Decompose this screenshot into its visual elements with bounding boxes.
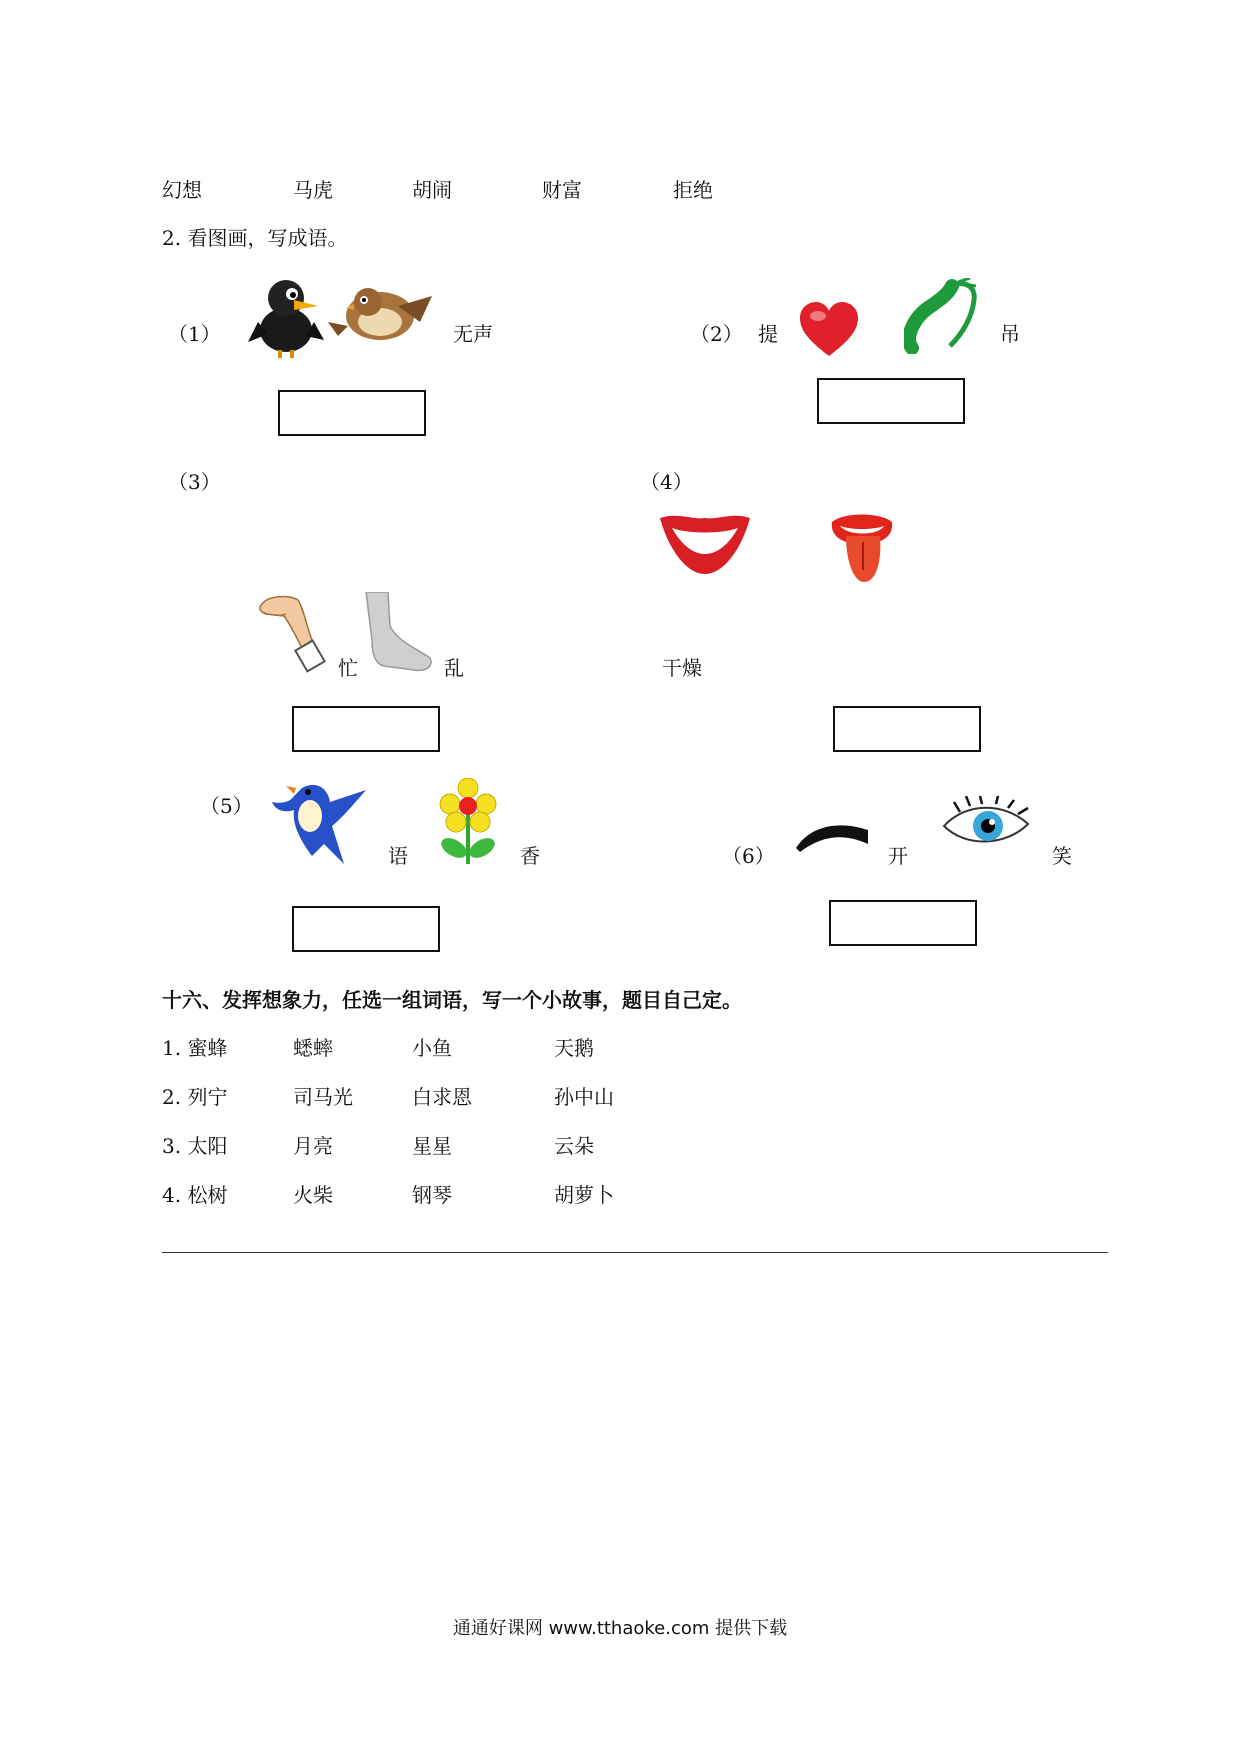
group-word: 孙中山 bbox=[554, 1085, 614, 1109]
answer-box-4[interactable] bbox=[833, 706, 981, 752]
heart-icon bbox=[798, 302, 860, 360]
word-2: 马虎 bbox=[293, 178, 333, 202]
group-word: 胡萝卜 bbox=[554, 1183, 614, 1207]
puzzle-5-number: （5） bbox=[200, 794, 253, 818]
group-word: 小鱼 bbox=[412, 1036, 452, 1060]
swallow-bird-icon bbox=[272, 774, 368, 868]
foot-icon bbox=[358, 592, 434, 672]
word-5: 拒绝 bbox=[673, 178, 713, 202]
answer-box-1[interactable] bbox=[278, 390, 426, 436]
puzzle-2-pre: 提 bbox=[758, 322, 778, 346]
section-2-title: 2. 看图画，写成语。 bbox=[162, 226, 348, 250]
group-word: 白求恩 bbox=[412, 1085, 472, 1109]
group-word: 蟋蟀 bbox=[293, 1036, 333, 1060]
word-1: 幻想 bbox=[162, 178, 202, 202]
group-word: 云朵 bbox=[554, 1134, 594, 1158]
puzzle-1-text: 无声 bbox=[453, 322, 493, 346]
answer-box-2[interactable] bbox=[817, 378, 965, 424]
puzzle-4-text: 干燥 bbox=[662, 656, 702, 680]
crow-icon bbox=[248, 272, 324, 358]
puzzle-2-number: （2） bbox=[690, 322, 743, 346]
puzzle-3-number: （3） bbox=[168, 470, 221, 494]
group-word: 天鹅 bbox=[554, 1036, 594, 1060]
word-4: 财富 bbox=[542, 178, 582, 202]
group-word: 星星 bbox=[412, 1134, 452, 1158]
puzzle-1-number: （1） bbox=[168, 322, 221, 346]
puzzle-4-number: （4） bbox=[640, 470, 693, 494]
section-16-title: 十六、发挥想象力，任选一组词语，写一个小故事，题目自己定。 bbox=[162, 988, 742, 1012]
flower-icon bbox=[436, 778, 500, 866]
hand-icon bbox=[258, 590, 336, 674]
tongue-icon bbox=[828, 510, 896, 584]
group-word: 火柴 bbox=[293, 1183, 333, 1207]
group-word: 1. 蜜蜂 bbox=[162, 1036, 228, 1060]
eyebrow-icon bbox=[794, 818, 870, 854]
puzzle-5-text-2: 香 bbox=[520, 844, 540, 868]
mouth-icon bbox=[658, 512, 752, 580]
answer-box-3[interactable] bbox=[292, 706, 440, 752]
puzzle-2-text: 吊 bbox=[1000, 322, 1020, 346]
answer-box-6[interactable] bbox=[829, 900, 977, 946]
group-word: 钢琴 bbox=[412, 1183, 452, 1207]
group-word: 2. 列宁 bbox=[162, 1085, 228, 1109]
eye-icon bbox=[940, 796, 1032, 852]
puzzle-6-number: （6） bbox=[722, 844, 775, 868]
puzzle-3-text-2: 乱 bbox=[444, 656, 464, 680]
group-word: 4. 松树 bbox=[162, 1183, 228, 1207]
puzzle-3-text-1: 忙 bbox=[338, 656, 358, 680]
group-word: 司马光 bbox=[293, 1085, 353, 1109]
puzzle-5-text-1: 语 bbox=[388, 844, 408, 868]
puzzle-6-text-1: 开 bbox=[888, 844, 908, 868]
word-3: 胡闹 bbox=[412, 178, 452, 202]
puzzle-6-text-2: 笑 bbox=[1052, 844, 1072, 868]
footer-credit: 通通好课网 www.tthaoke.com 提供下载 bbox=[452, 1618, 788, 1639]
group-word: 3. 太阳 bbox=[162, 1134, 228, 1158]
answer-box-5[interactable] bbox=[292, 906, 440, 952]
sparrow-icon bbox=[328, 276, 432, 348]
divider-line bbox=[162, 1252, 1108, 1253]
gallbladder-icon bbox=[904, 278, 984, 354]
group-word: 月亮 bbox=[293, 1134, 333, 1158]
